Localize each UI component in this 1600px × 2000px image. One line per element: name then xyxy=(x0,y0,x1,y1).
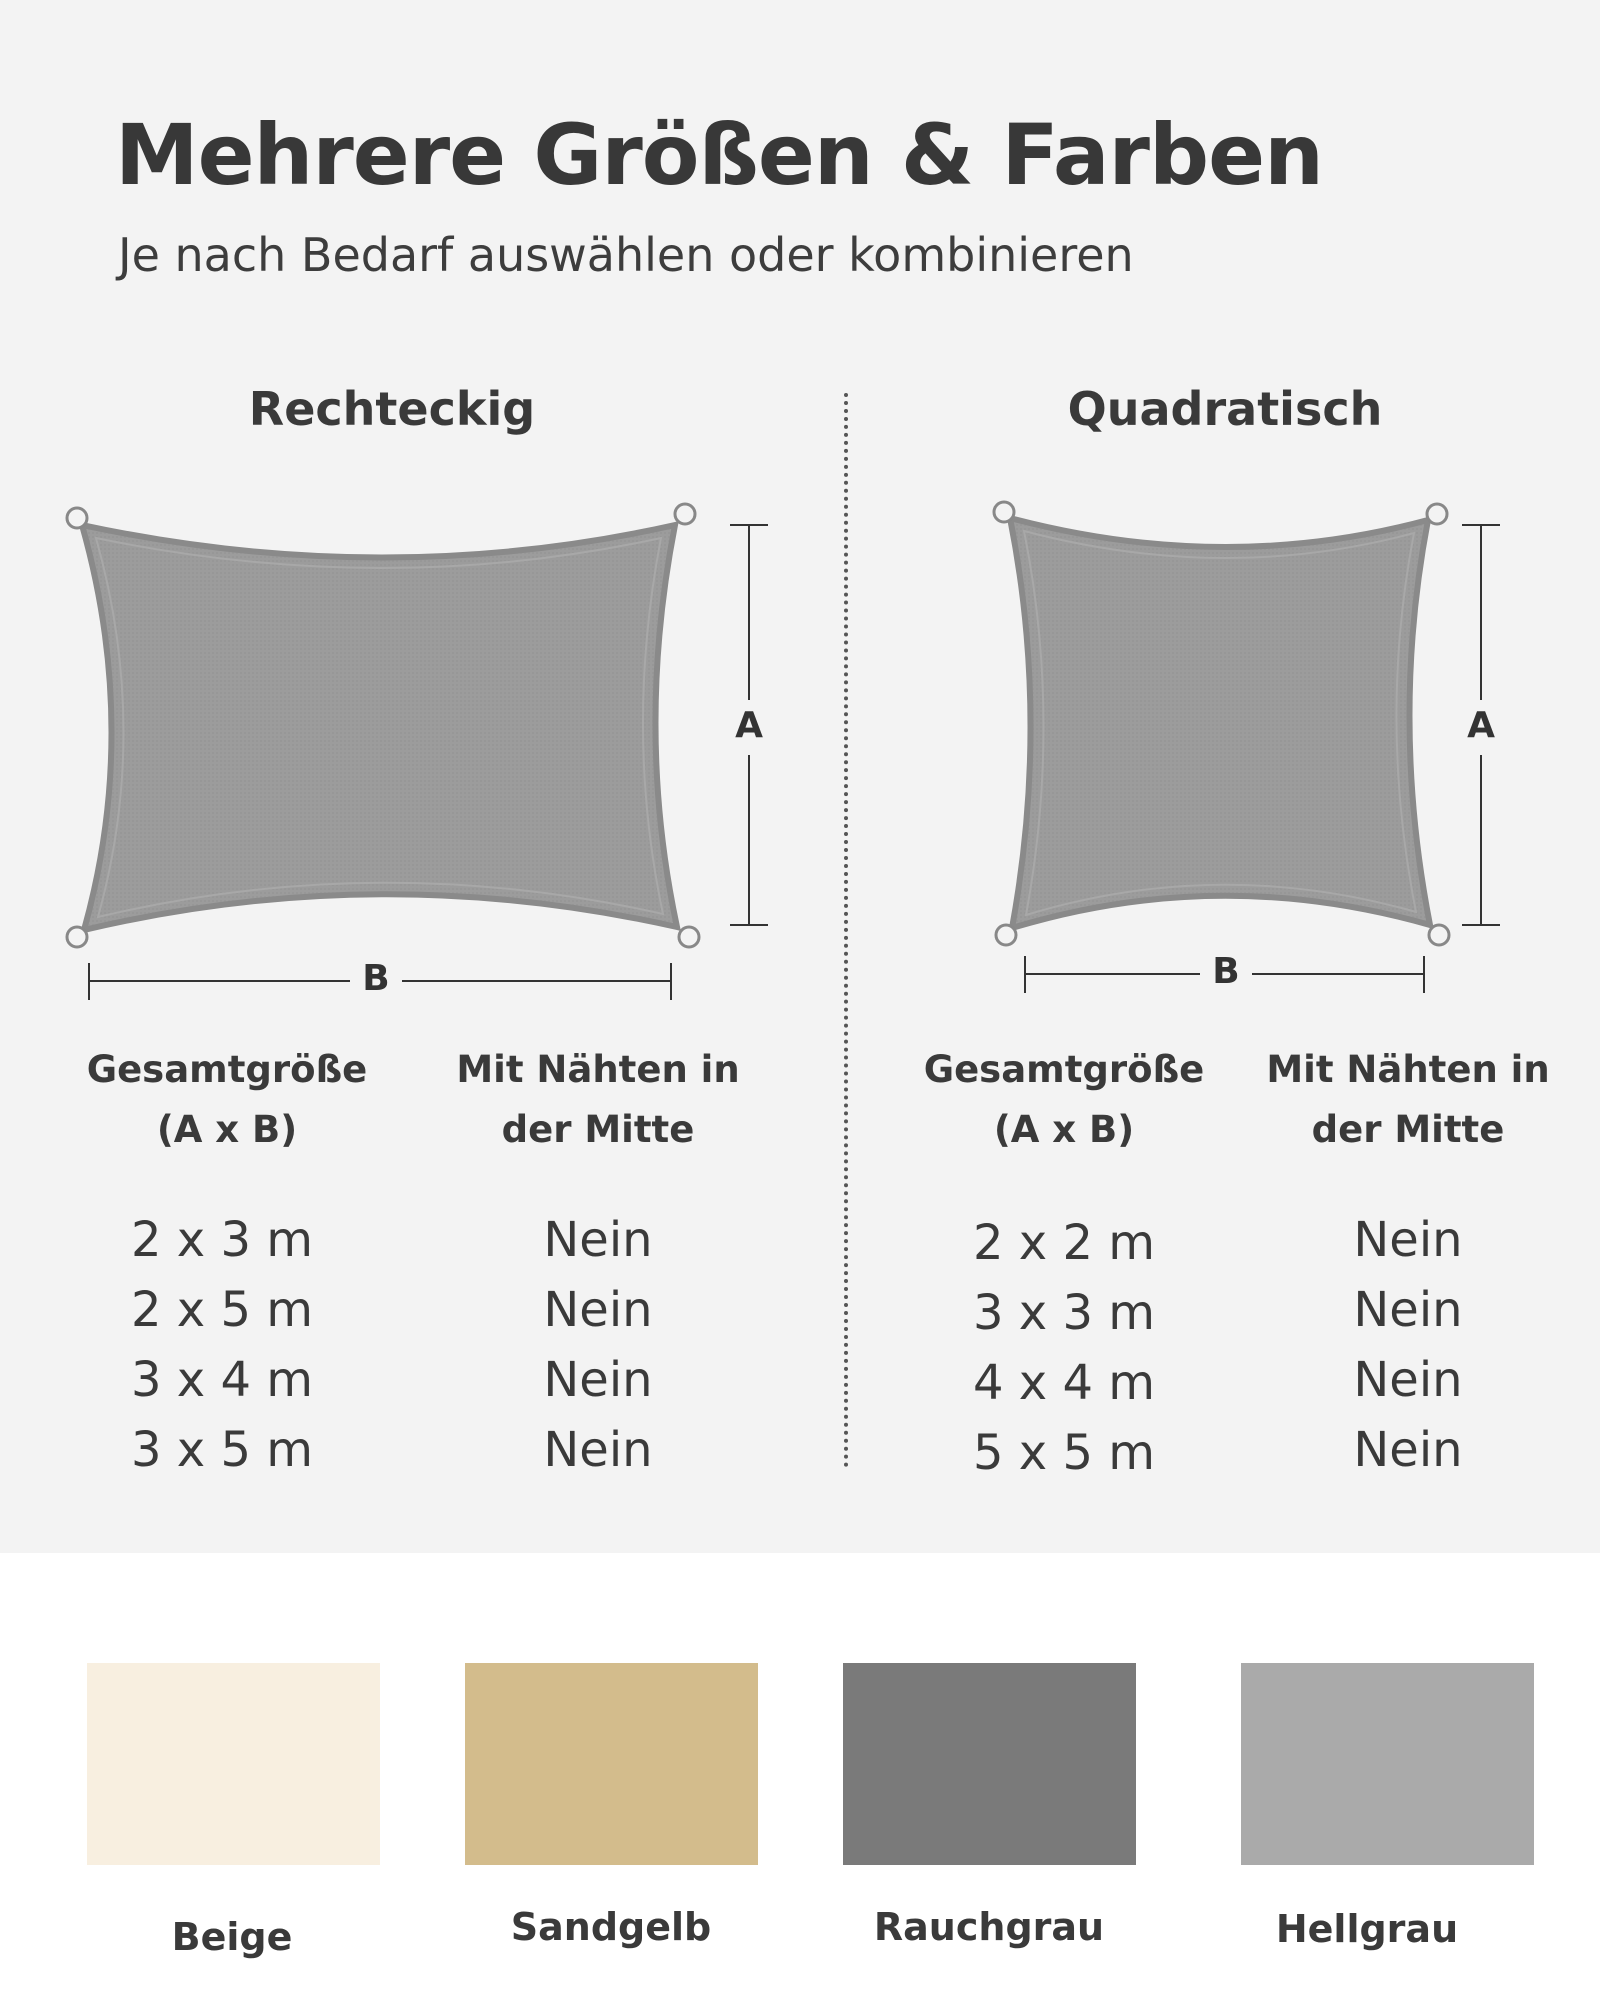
col-header-seams-square: Mit Nähten in der Mitte xyxy=(1266,1048,1550,1151)
seams-value: Nein xyxy=(1353,1422,1463,1478)
seams-value: Nein xyxy=(543,1352,653,1408)
swatch-label-rauchgrau: Rauchgrau xyxy=(873,1905,1105,1949)
swatch-sandgelb[interactable] xyxy=(465,1663,758,1865)
page-title: Mehrere Größen & Farben xyxy=(115,106,1323,204)
swatch-beige[interactable] xyxy=(87,1663,380,1865)
section-title-square: Quadratisch xyxy=(1067,382,1383,436)
size-value: 2 x 3 m xyxy=(130,1212,313,1268)
ring-icon xyxy=(1427,504,1447,524)
seams-value: Nein xyxy=(1353,1352,1463,1408)
seams-value: Nein xyxy=(543,1282,653,1338)
size-value: 3 x 4 m xyxy=(130,1352,313,1408)
size-value: 3 x 5 m xyxy=(130,1422,313,1478)
dim-label-b-rect: B xyxy=(362,958,390,999)
ring-icon xyxy=(996,925,1016,945)
size-value: 2 x 2 m xyxy=(972,1215,1155,1271)
dim-label-b-square: B xyxy=(1212,951,1240,992)
section-title-rectangular: Rechteckig xyxy=(248,382,536,436)
col-header-size-rect: Gesamtgröße (A x B) xyxy=(86,1048,368,1151)
rectangular-sail-shape xyxy=(67,504,699,947)
seams-value: Nein xyxy=(543,1422,653,1478)
swatch-label-hellgrau: Hellgrau xyxy=(1275,1907,1459,1951)
size-value: 4 x 4 m xyxy=(972,1355,1155,1411)
swatch-label-sandgelb: Sandgelb xyxy=(510,1905,712,1949)
seams-value: Nein xyxy=(1353,1212,1463,1268)
ring-icon xyxy=(994,502,1014,522)
dim-label-a-rect: A xyxy=(735,705,763,746)
ring-icon xyxy=(675,504,695,524)
size-value: 5 x 5 m xyxy=(972,1425,1155,1481)
page-subtitle: Je nach Bedarf auswählen oder kombinieren xyxy=(118,228,1134,282)
ring-icon xyxy=(679,927,699,947)
size-value: 2 x 5 m xyxy=(130,1282,313,1338)
col-header-size-square: Gesamtgröße (A x B) xyxy=(923,1048,1205,1151)
seams-value: Nein xyxy=(1353,1282,1463,1338)
square-sail-shape xyxy=(994,502,1449,945)
size-value: 3 x 3 m xyxy=(972,1285,1155,1341)
swatch-rauchgrau[interactable] xyxy=(843,1663,1136,1865)
swatch-label-beige: Beige xyxy=(171,1915,293,1959)
col-header-seams-rect: Mit Nähten in der Mitte xyxy=(456,1048,740,1151)
dim-label-a-square: A xyxy=(1467,705,1495,746)
ring-icon xyxy=(1429,925,1449,945)
ring-icon xyxy=(67,508,87,528)
swatch-hellgrau[interactable] xyxy=(1241,1663,1534,1865)
ring-icon xyxy=(67,927,87,947)
seams-value: Nein xyxy=(543,1212,653,1268)
